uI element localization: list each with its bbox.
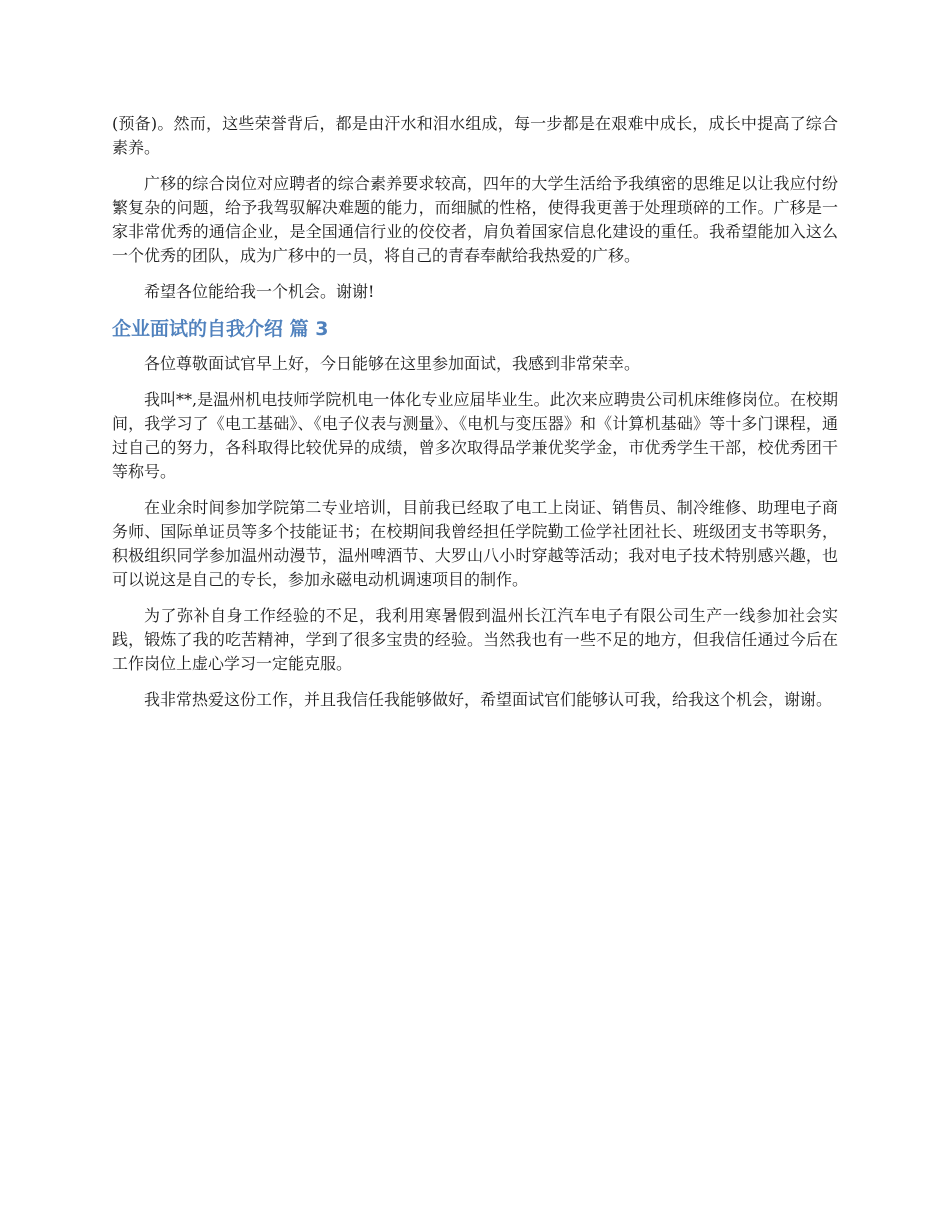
document-body (112, 112, 838, 724)
paragraph-prev-continuation: (预备)。然而，这些荣誉背后，都是由汗水和泪水组成，每一步都是在艰难中成长，成长中提高了综合素养。 (112, 114, 838, 157)
paragraph-practice: 为了弥补自身工作经验的不足，我利用寒暑假到温州长江汽车电子有限公司生产一线参加社会实践，锻炼了我的吃苦精神，学到了很多宝贵的经验。当然我也有一些不足的地方，但我信任通过今后在工作岗位上虚心学习一定能克服。 (112, 606, 838, 673)
paragraph-prev-qualifications: 广移的综合岗位对应聘者的综合素养要求较高，四年的大学生活给予我缜密的思维足以让我应付纷繁复杂的问题，给予我驾驭解决难题的能力，而细腻的性格，使得我更善于处理琐碎的工作。广移是一家非常优秀的通信企业，是全国通信行业的佼佼者，肩负着国家信息化建设的重任。我希望能加入这么一个优秀的团队，成为广移中的一员，将自己的青春奉献给我热爱的广移。 (112, 174, 838, 265)
paragraph-greeting: 各位尊敬面试官早上好，今日能够在这里参加面试，我感到非常荣幸。 (144, 354, 641, 373)
paragraph-certificates: 在业余时间参加学院第二专业培训，目前我已经取了电工上岗证、销售员、制冷维修、助理电子商务师、国际单证员等多个技能证书；在校期间我曾经担任学院勤工俭学社团社长、班级团支书等职务，积极组织同学参加温州动漫节，温州啤酒节、大罗山八小时穿越等活动；我对电子技术特别感兴趣，也可以说这是自己的专长，参加永磁电动机调速项目的制作。 (112, 498, 838, 589)
paragraph-education: 我叫**,是温州机电技师学院机电一体化专业应届毕业生。此次来应聘贵公司机床维修岗位。在校期间，我学习了《电工基础》、《电子仪表与测量》、《电机与变压器》和《计算机基础》等十多门课程，通过自己的努力，各科取得比较优异的成绩，曾多次取得品学兼优奖学金，市优秀学生干部，校优秀团干等称号。 (112, 390, 838, 481)
section-heading-3: 企业面试的自我介绍 篇 3 (112, 318, 329, 340)
paragraph-closing: 我非常热爱这份工作，并且我信任我能够做好，希望面试官们能够认可我，给我这个机会，谢谢。 (144, 690, 833, 709)
paragraph-prev-closing: 希望各位能给我一个机会。谢谢! (144, 282, 375, 301)
